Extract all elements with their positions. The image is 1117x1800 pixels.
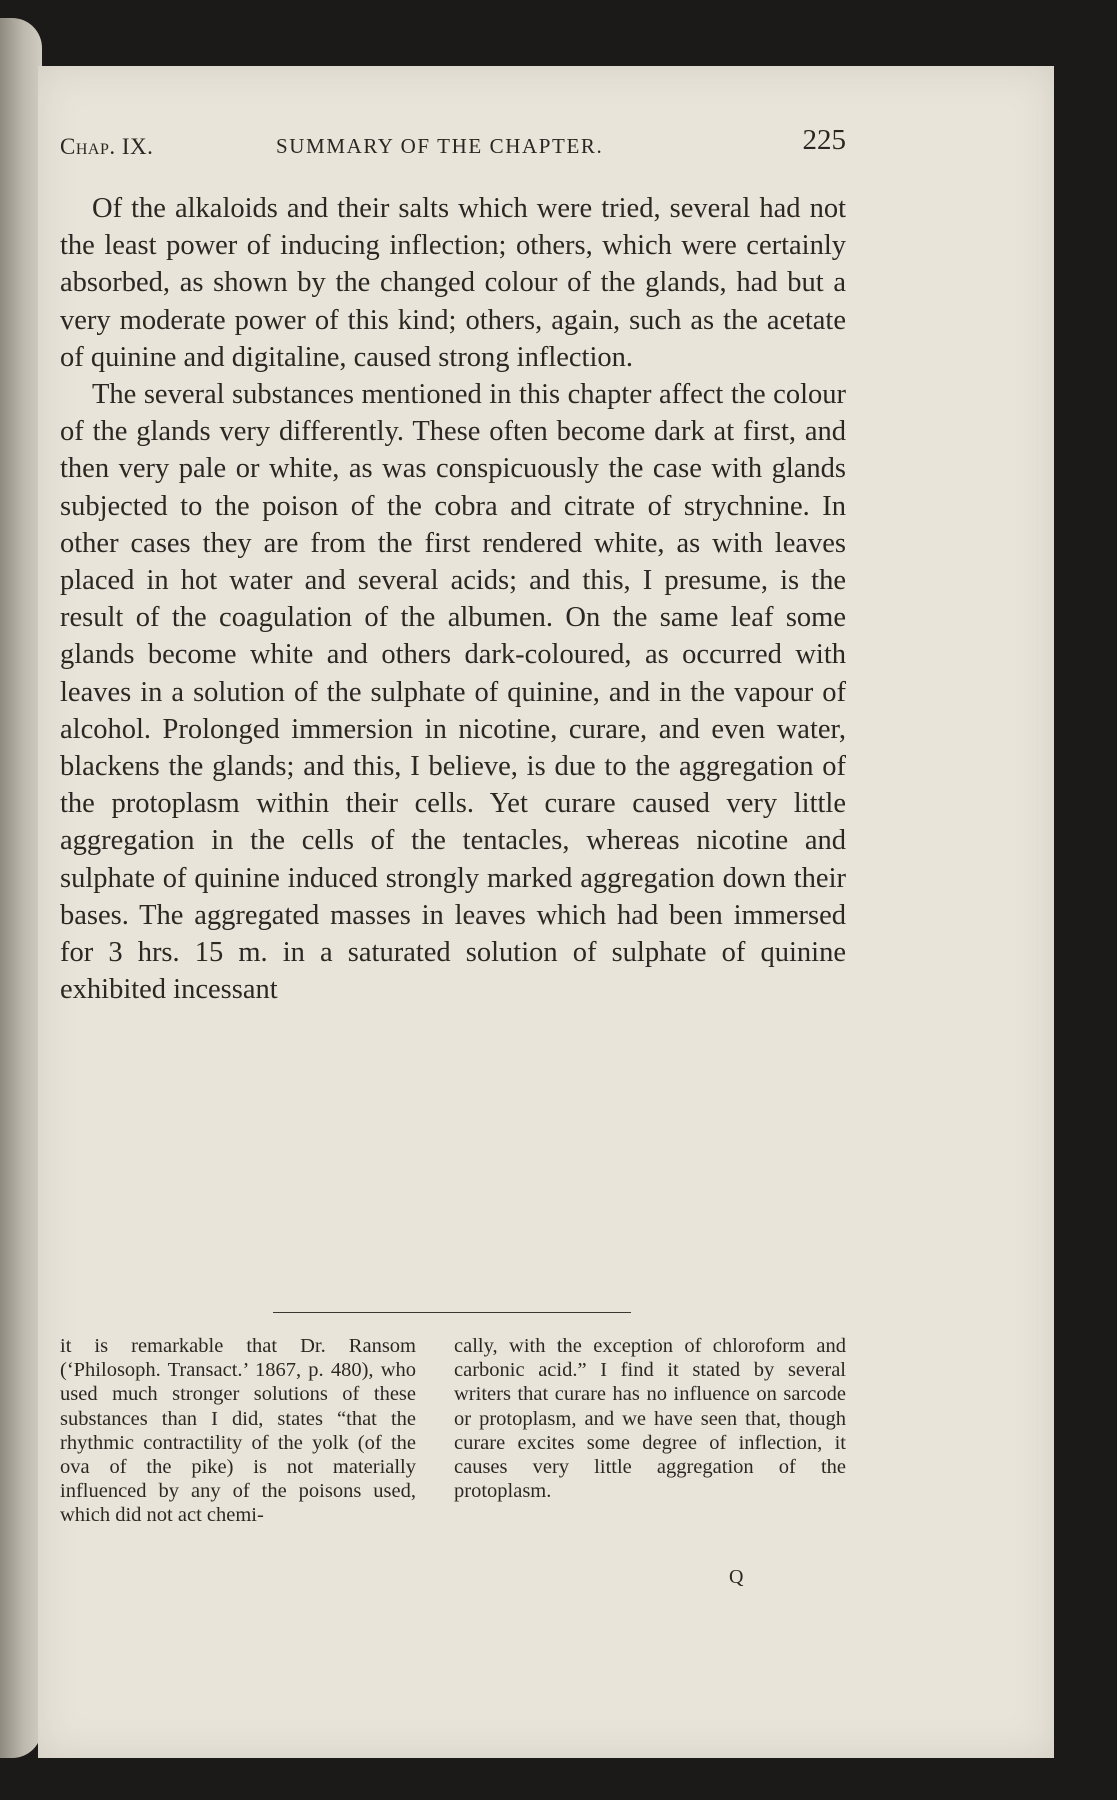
main-text: [60, 190, 846, 1008]
page-number: 225: [802, 124, 846, 156]
previous-page-edge: [0, 18, 42, 1758]
running-title: SUMMARY OF THE CHAPTER.: [276, 134, 604, 158]
chapter-label: Chap. IX.: [60, 134, 154, 159]
footnote-rule: [273, 1312, 631, 1313]
footnote-left-column: it is remarkable that Dr. Ransom (‘Philosoph. Transact.’ 1867, p. 480), who used much stronger solutions of these substances than I did, states “that the rhythmic contractility of the yolk (of the ova of the pike) is not materially influenced by any of the poisons used, which did not act chemi-: [60, 1335, 416, 1527]
signature-mark: Q: [729, 1566, 744, 1588]
paragraph-gland-colour: The several substances mentioned in this chapter affect the colour of the glands very differently. These often become dark at first, and then very pale or white, as was conspicuously the case with glands subjected to the poison of the cobra and citrate of strychnine. In other cases they are from the first rendered white, as with leaves placed in hot water and several acids; and this, I presume, is the result of the coagulation of the albumen. On the same leaf some glands become white and others dark-coloured, as occurred with leaves in a solution of the sulphate of quinine, and in the vapour of alcohol. Prolonged immersion in nicotine, curare, and even water, blackens the glands; and this, I believe, is due to the aggregation of the protoplasm within their cells. Yet curare caused very little aggregation in the cells of the tentacles, whereas nicotine and sulphate of quinine induced strongly marked aggregation down their bases. The aggregated masses in leaves which had been immersed for 3 hrs. 15 m. in a saturated solution of sulphate of quinine exhibited incessant: [60, 379, 846, 1006]
running-header: [60, 124, 846, 164]
paragraph-alkaloids: Of the alkaloids and their salts which were tried, several had not the least power of inducing inflection; others, which were certainly absorbed, as shown by the changed colour of the glands, had but a very moderate power of this kind; others, again, such as the acetate of quinine and digitaline, caused strong inflection.: [60, 193, 846, 373]
footnote-right-column: cally, with the exception of chloroform and carbonic acid.” I find it stated by several writers that curare has no influence on sarcode or protoplasm, and we have seen that, though curare excites some degree of inflection, it causes very little aggregation of the protoplasm.: [454, 1335, 846, 1503]
